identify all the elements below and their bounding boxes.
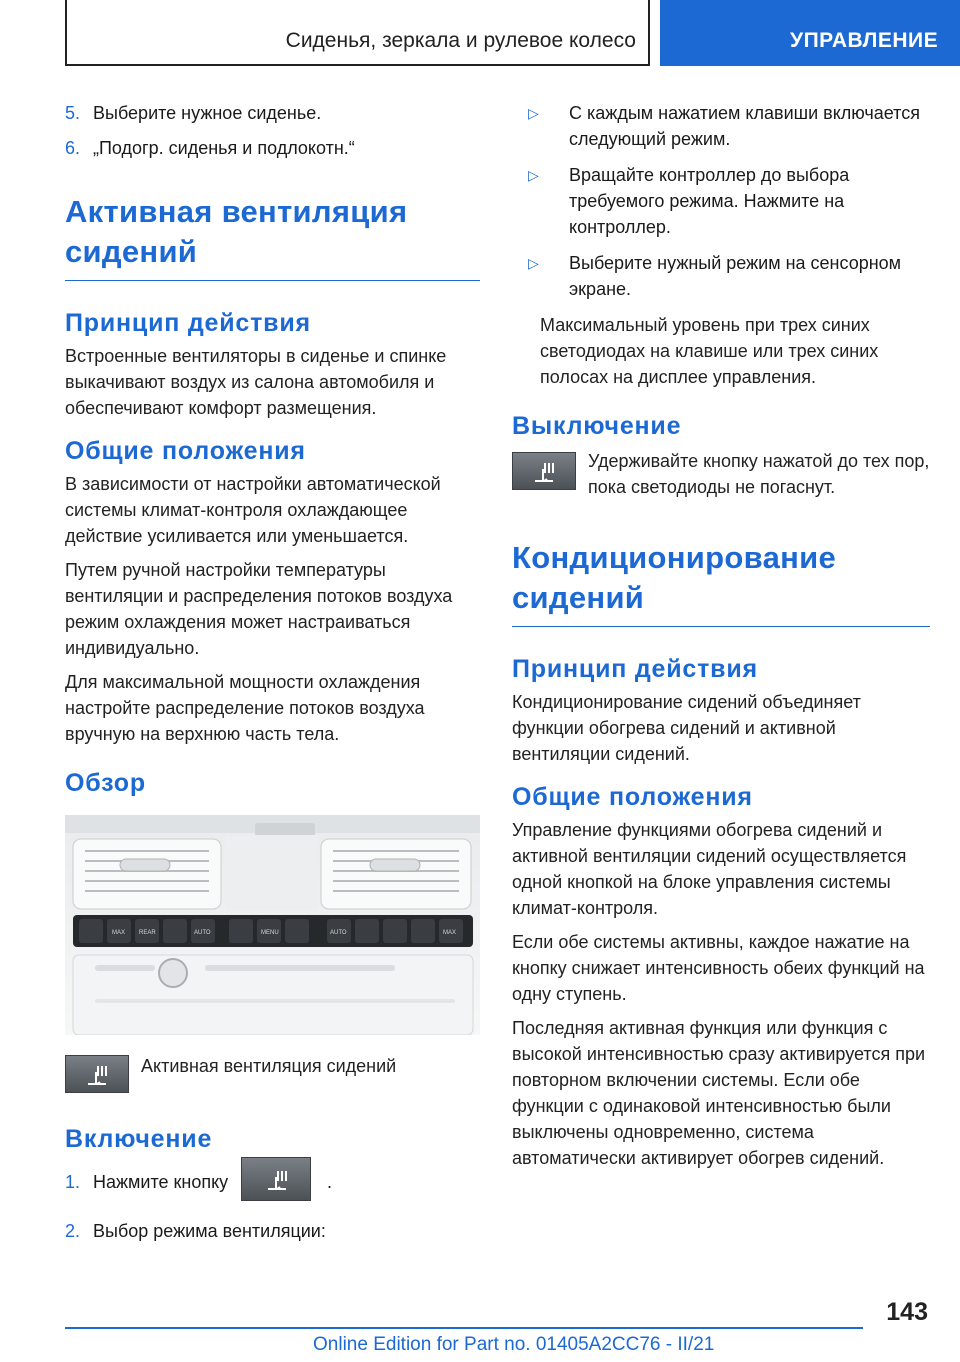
triangle-bullet-icon: ▷ — [528, 105, 539, 121]
icon-caption-row — [65, 1055, 480, 1093]
seat-ventilation-icon — [65, 1055, 129, 1093]
list-text: Выберите нужное сиденье. — [93, 103, 322, 123]
list-number: 6. — [65, 138, 81, 158]
right-column — [512, 100, 930, 1171]
list-item — [65, 135, 480, 161]
heading-principle: Принцип действия — [512, 655, 758, 683]
panel-label: MAX — [112, 930, 126, 936]
header-chapter-tab[interactable] — [660, 0, 960, 66]
list-number: 5. — [65, 103, 81, 123]
climate-control-panel-photo — [65, 815, 480, 1035]
general-paragraph: Если обе системы активны, каждое нажатие на кнопку снижает интенсивность обеих функций на одну ступень. — [512, 932, 925, 1004]
heading-general: Общие положения — [512, 783, 753, 811]
left-column — [65, 100, 480, 1253]
list-number: 2. — [65, 1221, 81, 1241]
list-text: Нажмите кнопку — [93, 1172, 229, 1192]
footer-divider — [65, 1327, 863, 1329]
panel-label: REAR — [139, 930, 156, 936]
switch-off-text: Удерживайте кнопку нажатой до тех пор, пока светодиоды не погаснут. — [588, 451, 930, 497]
page-number: 143 — [886, 1298, 928, 1326]
list-item — [65, 1169, 480, 1209]
principle-text: Кондиционирование сидений объединяет функции обогрева сидений и активной вентиляции сидений. — [512, 692, 861, 764]
principle-text: Встроенные вентиляторы в сиденье и спинке выкачивают воздух из салона автомобиля и обеспечивают комфорт размещения. — [65, 346, 447, 418]
heading-principle: Принцип действия — [65, 309, 311, 337]
general-paragraph: Последняя активная функция или функция с высокой интенсивностью сразу активируется при повторном включении системы. Если обе функции с одинаковой интенсивностью были выключены одновременно, система автоматически активирует обогрев сидений. — [512, 1018, 926, 1168]
panel-label: MENU — [261, 930, 279, 936]
list-suffix: . — [327, 1172, 333, 1192]
general-paragraph: В зависимости от настройки автоматической системы климат-контроля охлаждающее действие усиливается или уменьшается. — [65, 474, 441, 546]
climate-panel-illustration — [65, 815, 480, 1035]
list-text: Выбор режима вентиляции: — [93, 1221, 326, 1241]
bullet-text: Вращайте контроллер до выбора требуемого режима. Нажмите на контроллер. — [569, 165, 850, 237]
header-chapter-label: УПРАВЛЕНИЕ — [790, 29, 939, 52]
heading-seat-conditioning: Кондиционирование сидений — [512, 538, 930, 627]
triangle-bullet-icon: ▷ — [528, 255, 539, 271]
header-section-box — [65, 0, 650, 66]
general-paragraph: Путем ручной настройки температуры вентиляции и распределения потоков воздуха режим охлаждения может настраиваться индивидуально. — [65, 560, 453, 658]
heading-overview: Обзор — [65, 769, 146, 797]
icon-caption: Активная вентиляция сидений — [141, 1056, 397, 1076]
heading-active-ventilation: Активная вентиляция сидений — [65, 192, 480, 281]
heading-general: Общие положения — [65, 437, 306, 465]
heading-switch-on: Включение — [65, 1125, 213, 1153]
seat-ventilation-button-icon[interactable] — [241, 1157, 311, 1201]
panel-label: AUTO — [330, 930, 347, 936]
panel-label: AUTO — [194, 930, 211, 936]
list-item — [65, 1218, 480, 1244]
general-paragraph: Для максимальной мощности охлаждения настройте распределение потоков воздуха вручную на верхнюю часть тела. — [65, 672, 425, 744]
bullet-item — [512, 162, 930, 240]
list-text: „Подогр. сиденья и подлокотн.“ — [93, 138, 355, 158]
footer-edition[interactable]: Online Edition for Part no. 01405A2CC76 - II/21 — [313, 1334, 715, 1355]
triangle-bullet-icon: ▷ — [528, 167, 539, 183]
list-number: 1. — [65, 1172, 81, 1192]
list-item — [65, 100, 480, 126]
general-paragraph: Управление функциями обогрева сидений и активной вентиляции сидений осуществляется одной кнопкой на блоке управления системы климат-контроля. — [512, 820, 907, 918]
bullet-text: Выберите нужный режим на сенсорном экране. — [569, 253, 902, 299]
bullet-item — [512, 250, 930, 302]
header-section-title: Сиденья, зеркала и рулевое колесо — [285, 29, 636, 52]
seat-ventilation-icon — [512, 452, 576, 490]
bullet-text: С каждым нажатием клавиши включается следующий режим. — [569, 103, 920, 149]
heading-switch-off: Выключение — [512, 412, 682, 440]
icon-caption-row — [512, 452, 930, 500]
max-level-text: Максимальный уровень при трех синих светодиодах на клавише или трех синих полосах на дисплее управления. — [540, 315, 879, 387]
bullet-item — [512, 100, 930, 152]
panel-label: MAX — [443, 930, 457, 936]
